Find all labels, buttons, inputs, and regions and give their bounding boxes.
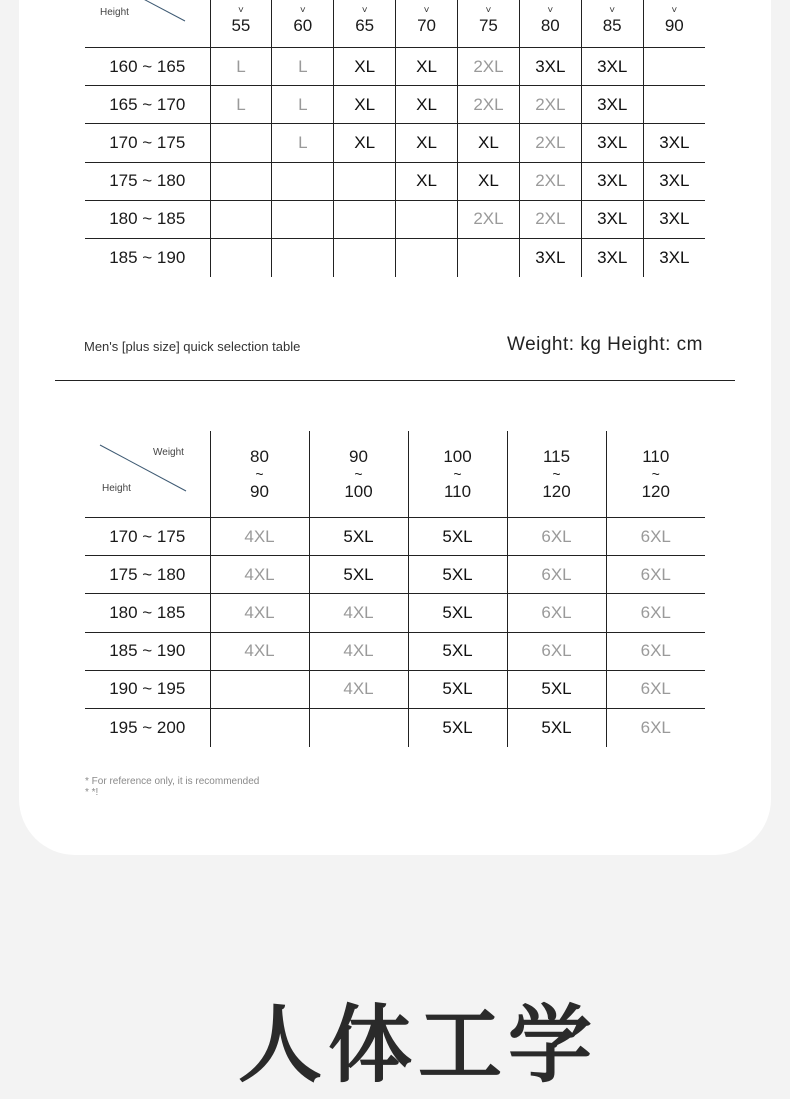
- size-cell: 6XL: [507, 518, 606, 556]
- size-cell: 3XL: [581, 238, 643, 276]
- weight-col-70: ˅ 70: [396, 0, 458, 48]
- size-cell: 6XL: [606, 594, 705, 632]
- table-row: [85, 200, 705, 238]
- section-divider: [55, 380, 735, 381]
- size-cell: XL: [334, 86, 396, 124]
- size-cell: [643, 48, 705, 86]
- size-cell: 6XL: [606, 708, 705, 746]
- size-cell: [210, 670, 309, 708]
- diagonal-divider: [85, 431, 210, 517]
- size-cell: 6XL: [507, 594, 606, 632]
- size-cell: 3XL: [643, 200, 705, 238]
- table-row: [85, 556, 705, 594]
- weight-col-75: ˅ 75: [458, 0, 520, 48]
- ergonomics-title: 人体工学: [238, 996, 599, 1094]
- size-cell: 6XL: [606, 632, 705, 670]
- size-cell: [458, 238, 520, 276]
- size-cell: [334, 162, 396, 200]
- plus-size-caption: Men's [plus size] quick selection table: [84, 339, 301, 354]
- table-row: [85, 708, 705, 746]
- weight-range-100-110: 100 ~ 110: [408, 431, 507, 518]
- height-range-cell: 180 ~ 185: [85, 200, 210, 238]
- size-cell: 4XL: [210, 556, 309, 594]
- corner-weight-label: Weight: [153, 447, 184, 458]
- table-row: [85, 670, 705, 708]
- weight-range-115-120: 115 ~ 120: [507, 431, 606, 518]
- size-cell: 2XL: [519, 162, 581, 200]
- size-cell: 2XL: [519, 200, 581, 238]
- size-cell: [210, 124, 272, 162]
- size-cell: 3XL: [581, 162, 643, 200]
- size-cell: 2XL: [458, 86, 520, 124]
- size-cell: L: [210, 86, 272, 124]
- table-row: [85, 238, 705, 276]
- size-cell: [643, 86, 705, 124]
- size-cell: [396, 200, 458, 238]
- weight-range-80-90: 80 ~ 90: [210, 431, 309, 518]
- size-cell: [272, 238, 334, 276]
- plus-corner-cell: [85, 431, 210, 518]
- size-cell: 3XL: [581, 48, 643, 86]
- height-range-cell: 190 ~ 195: [85, 670, 210, 708]
- size-cell: 5XL: [408, 594, 507, 632]
- weight-range-110-120: 110 ~ 120: [606, 431, 705, 518]
- size-cell: 6XL: [606, 670, 705, 708]
- size-cell: 4XL: [309, 632, 408, 670]
- footnote: [85, 776, 259, 798]
- size-cell: 6XL: [606, 518, 705, 556]
- size-cell: 3XL: [643, 124, 705, 162]
- weight-col-65: ˅ 65: [334, 0, 396, 48]
- height-range-cell: 195 ~ 200: [109, 717, 186, 737]
- size-cell: 4XL: [210, 632, 309, 670]
- size-cell: 6XL: [507, 556, 606, 594]
- height-range-cell: 175 ~ 180: [85, 556, 210, 594]
- size-cell: [272, 200, 334, 238]
- size-cell: 5XL: [507, 708, 606, 746]
- weight-col-85: ˅ 85: [581, 0, 643, 48]
- size-cell: XL: [458, 162, 520, 200]
- height-range-cell: 185 ~ 190: [109, 247, 186, 267]
- regular-corner-cell: [85, 0, 210, 48]
- table-row: [85, 632, 705, 670]
- size-cell: XL: [396, 124, 458, 162]
- weight-col-90: ˅ 90: [643, 0, 705, 48]
- size-cell: 4XL: [309, 594, 408, 632]
- weight-col-80: ˅ 80: [519, 0, 581, 48]
- size-cell: 5XL: [408, 708, 507, 746]
- height-range-cell: 170 ~ 175: [85, 518, 210, 556]
- table-row: [85, 162, 705, 200]
- size-cell: [210, 708, 309, 746]
- size-cell: 5XL: [507, 670, 606, 708]
- size-cell: 3XL: [643, 162, 705, 200]
- table-row: [85, 518, 705, 556]
- weight-col-60: ˅ 60: [272, 0, 334, 48]
- corner-height-label: Height: [100, 7, 129, 18]
- plus-size-table: [85, 431, 705, 747]
- size-cell: [210, 238, 272, 276]
- size-cell: XL: [396, 86, 458, 124]
- size-cell: 5XL: [309, 556, 408, 594]
- size-cell: L: [272, 86, 334, 124]
- size-cell: 3XL: [643, 238, 705, 276]
- plus-size-header-row: [85, 431, 705, 518]
- height-range-cell: 180 ~ 185: [85, 594, 210, 632]
- size-cell: 2XL: [519, 86, 581, 124]
- height-range-cell: 170 ~ 175: [85, 124, 210, 162]
- units-label: Weight: kg Height: cm: [506, 334, 703, 355]
- size-cell: 4XL: [210, 518, 309, 556]
- size-cell: [396, 238, 458, 276]
- size-cell: 3XL: [519, 48, 581, 86]
- regular-size-body: [85, 48, 705, 277]
- size-cell: [334, 200, 396, 238]
- weight-range-90-100: 90 ~ 100: [309, 431, 408, 518]
- height-range-cell: 185 ~ 190: [85, 632, 210, 670]
- height-range-cell: 165 ~ 170: [85, 86, 210, 124]
- size-cell: L: [272, 48, 334, 86]
- size-cell: 4XL: [210, 594, 309, 632]
- size-cell: [309, 708, 408, 746]
- table-row: [85, 48, 705, 86]
- size-cell: 5XL: [309, 518, 408, 556]
- height-range-cell: 160 ~ 165: [85, 48, 210, 86]
- size-cell: 5XL: [408, 632, 507, 670]
- table-row: [85, 594, 705, 632]
- size-cell: [334, 238, 396, 276]
- footnote-line-2: * *!: [85, 787, 99, 798]
- size-cell: XL: [396, 162, 458, 200]
- size-cell: L: [210, 48, 272, 86]
- footnote-line-1: * For reference only, it is recommended: [85, 776, 260, 787]
- size-cell: XL: [458, 124, 520, 162]
- regular-size-table: [85, 0, 705, 277]
- size-cell: 5XL: [408, 556, 507, 594]
- size-cell: [272, 162, 334, 200]
- corner-height-label: Height: [102, 483, 131, 494]
- table-row: [85, 86, 705, 124]
- size-cell: XL: [334, 124, 396, 162]
- table-row: [85, 124, 705, 162]
- size-cell: 4XL: [309, 670, 408, 708]
- size-cell: XL: [396, 48, 458, 86]
- size-cell: XL: [334, 48, 396, 86]
- plus-size-body: [85, 518, 705, 747]
- size-cell: [210, 162, 272, 200]
- size-cell: 3XL: [581, 200, 643, 238]
- size-cell: 2XL: [519, 124, 581, 162]
- weight-col-55: ˅ 55: [210, 0, 272, 48]
- size-cell: L: [272, 124, 334, 162]
- size-cell: 3XL: [581, 124, 643, 162]
- size-cell: 2XL: [458, 48, 520, 86]
- size-cell: 6XL: [606, 556, 705, 594]
- size-cell: 2XL: [458, 200, 520, 238]
- size-cell: 6XL: [507, 632, 606, 670]
- size-cell: 3XL: [581, 86, 643, 124]
- height-range-cell: 175 ~ 180: [85, 162, 210, 200]
- regular-size-header-row: [85, 0, 705, 48]
- size-cell: 5XL: [408, 518, 507, 556]
- size-cell: 3XL: [519, 238, 581, 276]
- size-cell: 5XL: [408, 670, 507, 708]
- size-cell: [210, 200, 272, 238]
